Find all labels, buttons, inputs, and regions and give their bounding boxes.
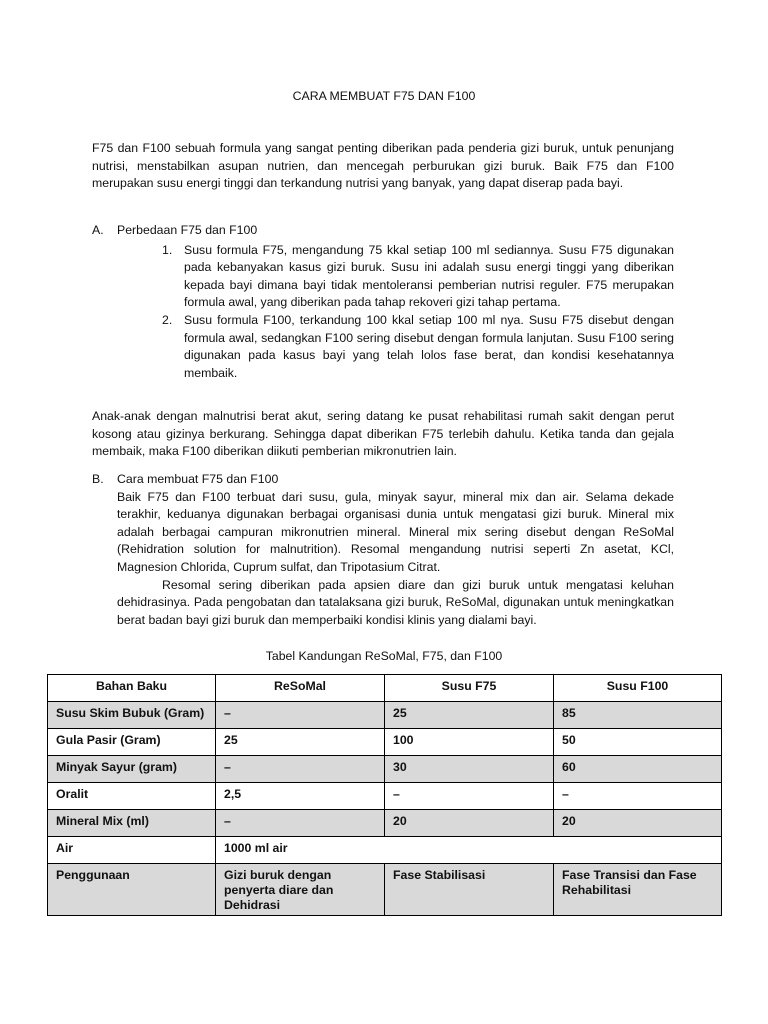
cell-f100: –	[554, 783, 722, 810]
section-b-marker: B.	[92, 472, 104, 486]
cell-f75: –	[385, 783, 554, 810]
table-row	[48, 810, 722, 837]
cell-f100: 50	[554, 729, 722, 756]
cell-f75: 100	[385, 729, 554, 756]
row-label: Penggunaan	[48, 864, 216, 916]
header-susu-f100: Susu F100	[554, 675, 722, 702]
header-susu-f75: Susu F75	[385, 675, 554, 702]
list-item	[162, 312, 674, 382]
cell-resomal: –	[216, 756, 385, 783]
section-b-paragraph-1: Baik F75 dan F100 terbuat dari susu, gula, minyak sayur, mineral mix dan air. Selama dekade terakhir, keduanya digunakan berbagai organisasi dunia untuk mengatasi gizi buruk. Mineral mix adalah berbagai campuran mikronutrien mineral. Mineral mix sering disebut dengan ReSoMal (Rehidration solution for malnutrition). Resomal mengandung nutrisi seperti Zn asetat, KCl, Magnesion Chlorida, Cuprum sulfat, dan Tripotasium Citrat.	[117, 489, 674, 574]
section-a-marker: A.	[92, 223, 104, 237]
cell-f75: 30	[385, 756, 554, 783]
cell-f75: 25	[385, 702, 554, 729]
cell-f75: 20	[385, 810, 554, 837]
cell-resomal-usage: Gizi buruk dengan penyerta diare dan Dehidrasi	[216, 864, 385, 916]
cell-f100: 20	[554, 810, 722, 837]
cell-f100: 85	[554, 702, 722, 729]
table-row	[48, 702, 722, 729]
list-item	[162, 242, 674, 312]
row-label: Susu Skim Bubuk (Gram)	[48, 702, 216, 729]
list-item-number: 2.	[162, 312, 173, 327]
table-row	[48, 729, 722, 756]
table-row	[48, 756, 722, 783]
section-b-title: Cara membuat F75 dan F100	[117, 472, 279, 486]
row-label: Minyak Sayur (gram)	[48, 756, 216, 783]
cell-resomal: 2,5	[216, 783, 385, 810]
intro-paragraph: F75 dan F100 sebuah formula yang sangat penting diberikan pada penderia gizi buruk, untuk penunjang nutrisi, menstabilkan asupan nutrien, dan mencegah perburukan gizi buruk. Baik F75 dan F100 merupakan susu energi tinggi dan terkandung nutrisi yang banyak, yang dapat diserap pada bayi.	[92, 141, 674, 191]
section-b-paragraph-2: Resomal sering diberikan pada apsien diare dan gizi buruk untuk mengatasi keluhan dehidrasinya. Pada pengobatan dan tatalaksana gizi buruk, ReSoMal, digunakan untuk meningkatkan berat badan bayi gizi buruk dan memperbaiki kondisi klinis yang dialami bayi.	[117, 577, 674, 627]
nutrition-table	[47, 674, 722, 916]
row-label: Mineral Mix (ml)	[48, 810, 216, 837]
table-row	[48, 864, 722, 916]
list-item-text: Susu formula F100, terkandung 100 kkal setiap 100 ml nya. Susu F75 disebut dengan formula awal, sedangkan F100 sering disebut dengan formula lanjutan. Susu F100 sering digunakan pada kasus bayi yang telah lolos fase berat, dan kondisi kesehatannya membaik.	[184, 312, 674, 380]
header-resomal: ReSoMal	[216, 675, 385, 702]
section-b-heading	[92, 471, 674, 489]
section-b	[92, 471, 674, 629]
cell-resomal: 25	[216, 729, 385, 756]
section-b-body	[92, 489, 674, 630]
table-caption: Tabel Kandungan ReSoMal, F75, dan F100	[265, 649, 503, 663]
table-row	[48, 783, 722, 810]
header-bahan-baku: Bahan Baku	[48, 675, 216, 702]
table-row	[48, 837, 722, 864]
cell-f100-usage: Fase Transisi dan Fase Rehabilitasi	[554, 864, 722, 916]
section-a-heading	[92, 222, 674, 240]
row-label: Oralit	[48, 783, 216, 810]
row-label: Air	[48, 837, 216, 864]
middle-paragraph: Anak-anak dengan malnutrisi berat akut, sering datang ke pusat rehabilitasi rumah sakit dengan perut kosong atau gizinya berkurang. Sehingga dapat diberikan F75 terlebih dahulu. Ketika tanda dan gejala membaik, maka F100 diberikan diikuti pemberian mikronutrien lain.	[92, 409, 674, 459]
cell-resomal: –	[216, 702, 385, 729]
cell-air-value: 1000 ml air	[216, 837, 722, 864]
list-item-number: 1.	[162, 242, 173, 257]
section-a	[92, 222, 674, 382]
table-header-row	[48, 675, 722, 702]
cell-f75-usage: Fase Stabilisasi	[385, 864, 554, 916]
page-title: CARA MEMBUAT F75 DAN F100	[292, 89, 476, 103]
cell-resomal: –	[216, 810, 385, 837]
row-label: Gula Pasir (Gram)	[48, 729, 216, 756]
cell-f100: 60	[554, 756, 722, 783]
list-item-text: Susu formula F75, mengandung 75 kkal setiap 100 ml sediannya. Susu F75 digunakan pada kebanyakan kasus gizi buruk. Susu ini adalah susu energi tinggi yang diberikan kepada bayi dimana bayi tidak mentoleransi pemberian nutrisi reguler. F75 merupakan formula awal, yang diberikan pada tahap rekoveri gizi tahap pertama.	[184, 242, 674, 310]
section-a-list	[162, 242, 674, 383]
section-a-title: Perbedaan F75 dan F100	[117, 223, 258, 237]
